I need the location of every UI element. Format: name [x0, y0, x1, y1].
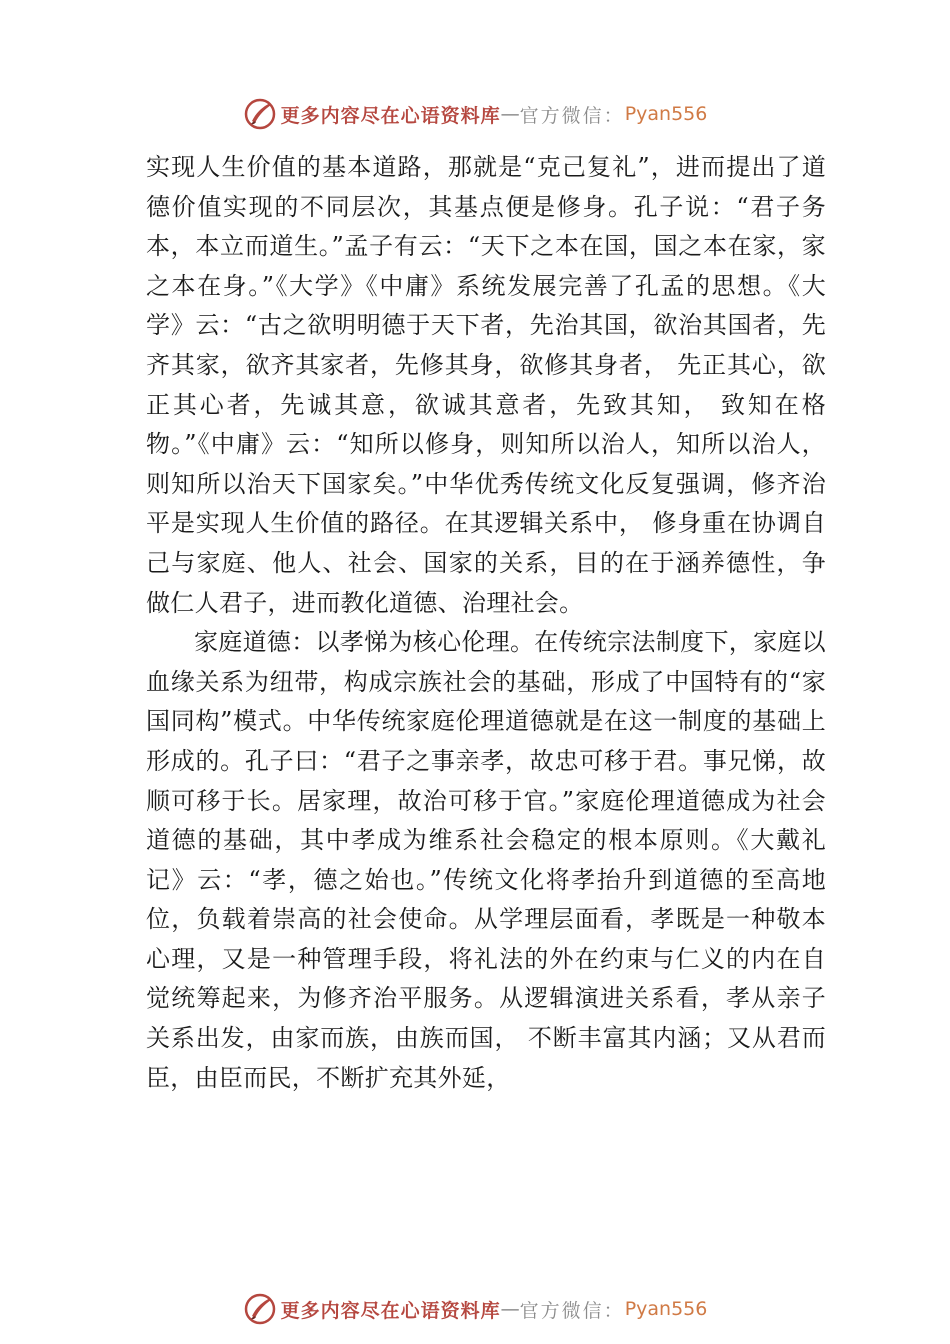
banner-main-text: 更多内容尽在心语资料库	[280, 1299, 501, 1322]
banner-wechat-id: Pyan556	[624, 1298, 708, 1320]
banner-wechat-label: 官方微信：	[519, 1299, 625, 1322]
banner-wechat-label: 官方微信：	[519, 104, 625, 127]
document-body	[146, 148, 826, 1098]
footer-banner	[0, 1289, 950, 1329]
paragraph-self-cultivation: 实现人生价值的基本道路，那就是“克己复礼”，进而提出了道德价值实现的不同层次，其基点便是修身。孔子说：“君子务本，本立而道生。”孟子有云：“天下之本在国，国之本在家，家之本在身。”《大学》《中庸》系统发展完善了孔孟的思想。《大学》云：“古之欲明明德于天下者，先治其国，欲治其国者，先齐其家，欲齐其家者，先修其身，欲修其身者， 先正其心，欲正其心者，先诚其意，欲诚其意者，先致其知， 致知在格物。”《中庸》云：“知所以修身，则知所以治人，知所以治人，则知所以治天下国家矣。”中华优秀传统文化反复强调，修齐治平是实现人生价值的路径。在其逻辑关系中， 修身重在协调自己与家庭、他人、社会、国家的关系，目的在于涵养德性，争做仁人君子，进而教化道德、治理社会。	[146, 153, 826, 617]
paragraph-family-ethics: 家庭道德：以孝悌为核心伦理。在传统宗法制度下，家庭以血缘关系为纽带，构成宗族社会的基础，形成了中国特有的“家国同构”模式。中华传统家庭伦理道德就是在这一制度的基础上形成的。孔子曰：“君子之事亲孝，故忠可移于君。事兄悌，故顺可移于长。居家理，故治可移于官。”家庭伦理道德成为社会道德的基础，其中孝成为维系社会稳定的根本原则。《大戴礼记》云：“孝，德之始也。”传统文化将孝抬升到道德的至高地位，负载着崇高的社会使命。从学理层面看，孝既是一种敬本心理，又是一种管理手段，将礼法的外在约束与仁义的内在自觉统筹起来，为修齐治平服务。从逻辑演进关系看，孝从亲子关系出发，由家而族，由族而国， 不断丰富其内涵；又从君而臣，由臣而民，不断扩充其外延，	[146, 628, 826, 1092]
banner-separator: —	[500, 103, 520, 125]
banner-wechat-id: Pyan556	[624, 103, 708, 125]
brush-logo-icon	[243, 1292, 277, 1326]
brush-logo-icon	[243, 97, 277, 131]
header-banner	[0, 94, 950, 134]
banner-separator: —	[500, 1298, 520, 1320]
banner-main-text: 更多内容尽在心语资料库	[280, 104, 501, 127]
